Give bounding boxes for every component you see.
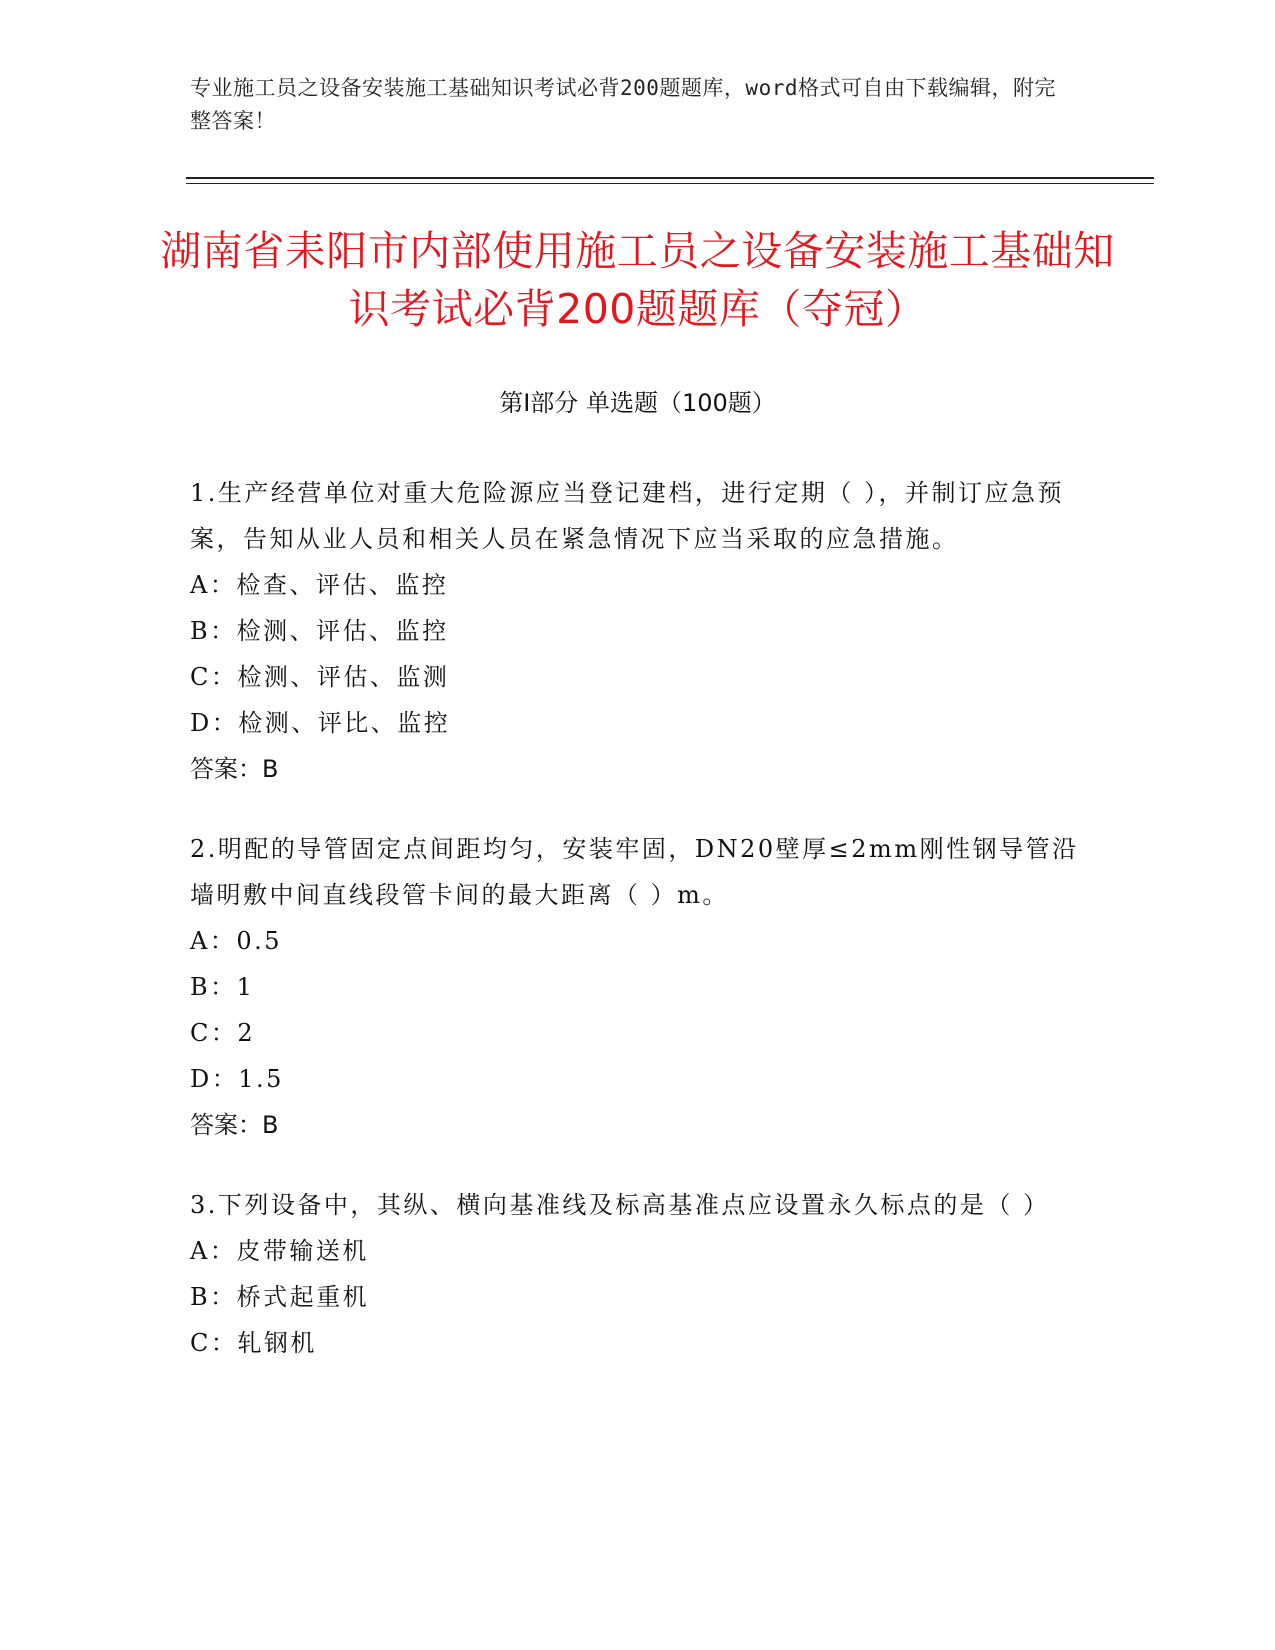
document-title: 湖南省耒阳市内部使用施工员之设备安装施工基础知识考试必背200题题库（夺冠） [160, 227, 1115, 333]
question-stem: 3.下列设备中，其纵、横向基准线及标高基准点应设置永久标点的是（ ） [190, 1191, 1050, 1219]
option-a: A：皮带输送机 [190, 1237, 369, 1265]
question-3 [190, 1182, 1080, 1366]
option-b: B：1 [190, 973, 255, 1001]
question-stem: 2.明配的导管固定点间距均匀，安装牢固，DN20壁厚≤2mm刚性钢导管沿墙明敷中间直线段管卡间的最大距离（ ）m。 [190, 835, 1079, 909]
section-title: 第I部分 单选题（100题） [499, 389, 776, 417]
question-1 [190, 470, 1080, 792]
option-c: C：轧钢机 [190, 1329, 317, 1357]
question-list [190, 470, 1080, 1400]
option-b: B：检测、评估、监控 [190, 617, 449, 645]
header-rule-thin [186, 183, 1154, 184]
header-rule-thick [186, 177, 1154, 179]
option-c: C：2 [190, 1019, 256, 1047]
option-a: A：0.5 [190, 927, 282, 955]
question-stem: 1.生产经营单位对重大危险源应当登记建档，进行定期（ ），并制订应急预案，告知从业人员和相关人员在紧急情况下应当采取的应急措施。 [190, 479, 1065, 553]
option-b: B：桥式起重机 [190, 1283, 370, 1311]
answer: 答案：B [190, 1111, 279, 1139]
option-d: D：1.5 [190, 1065, 284, 1093]
answer: 答案：B [190, 755, 279, 783]
header-note: 专业施工员之设备安装施工基础知识考试必背200题题库，word格式可自由下载编辑，附完整答案！ [190, 76, 1056, 133]
question-2 [190, 826, 1080, 1148]
option-a: A：检查、评估、监控 [190, 571, 449, 599]
option-c: C：检测、评估、监测 [190, 663, 450, 691]
option-d: D：检测、评比、监控 [190, 709, 451, 737]
